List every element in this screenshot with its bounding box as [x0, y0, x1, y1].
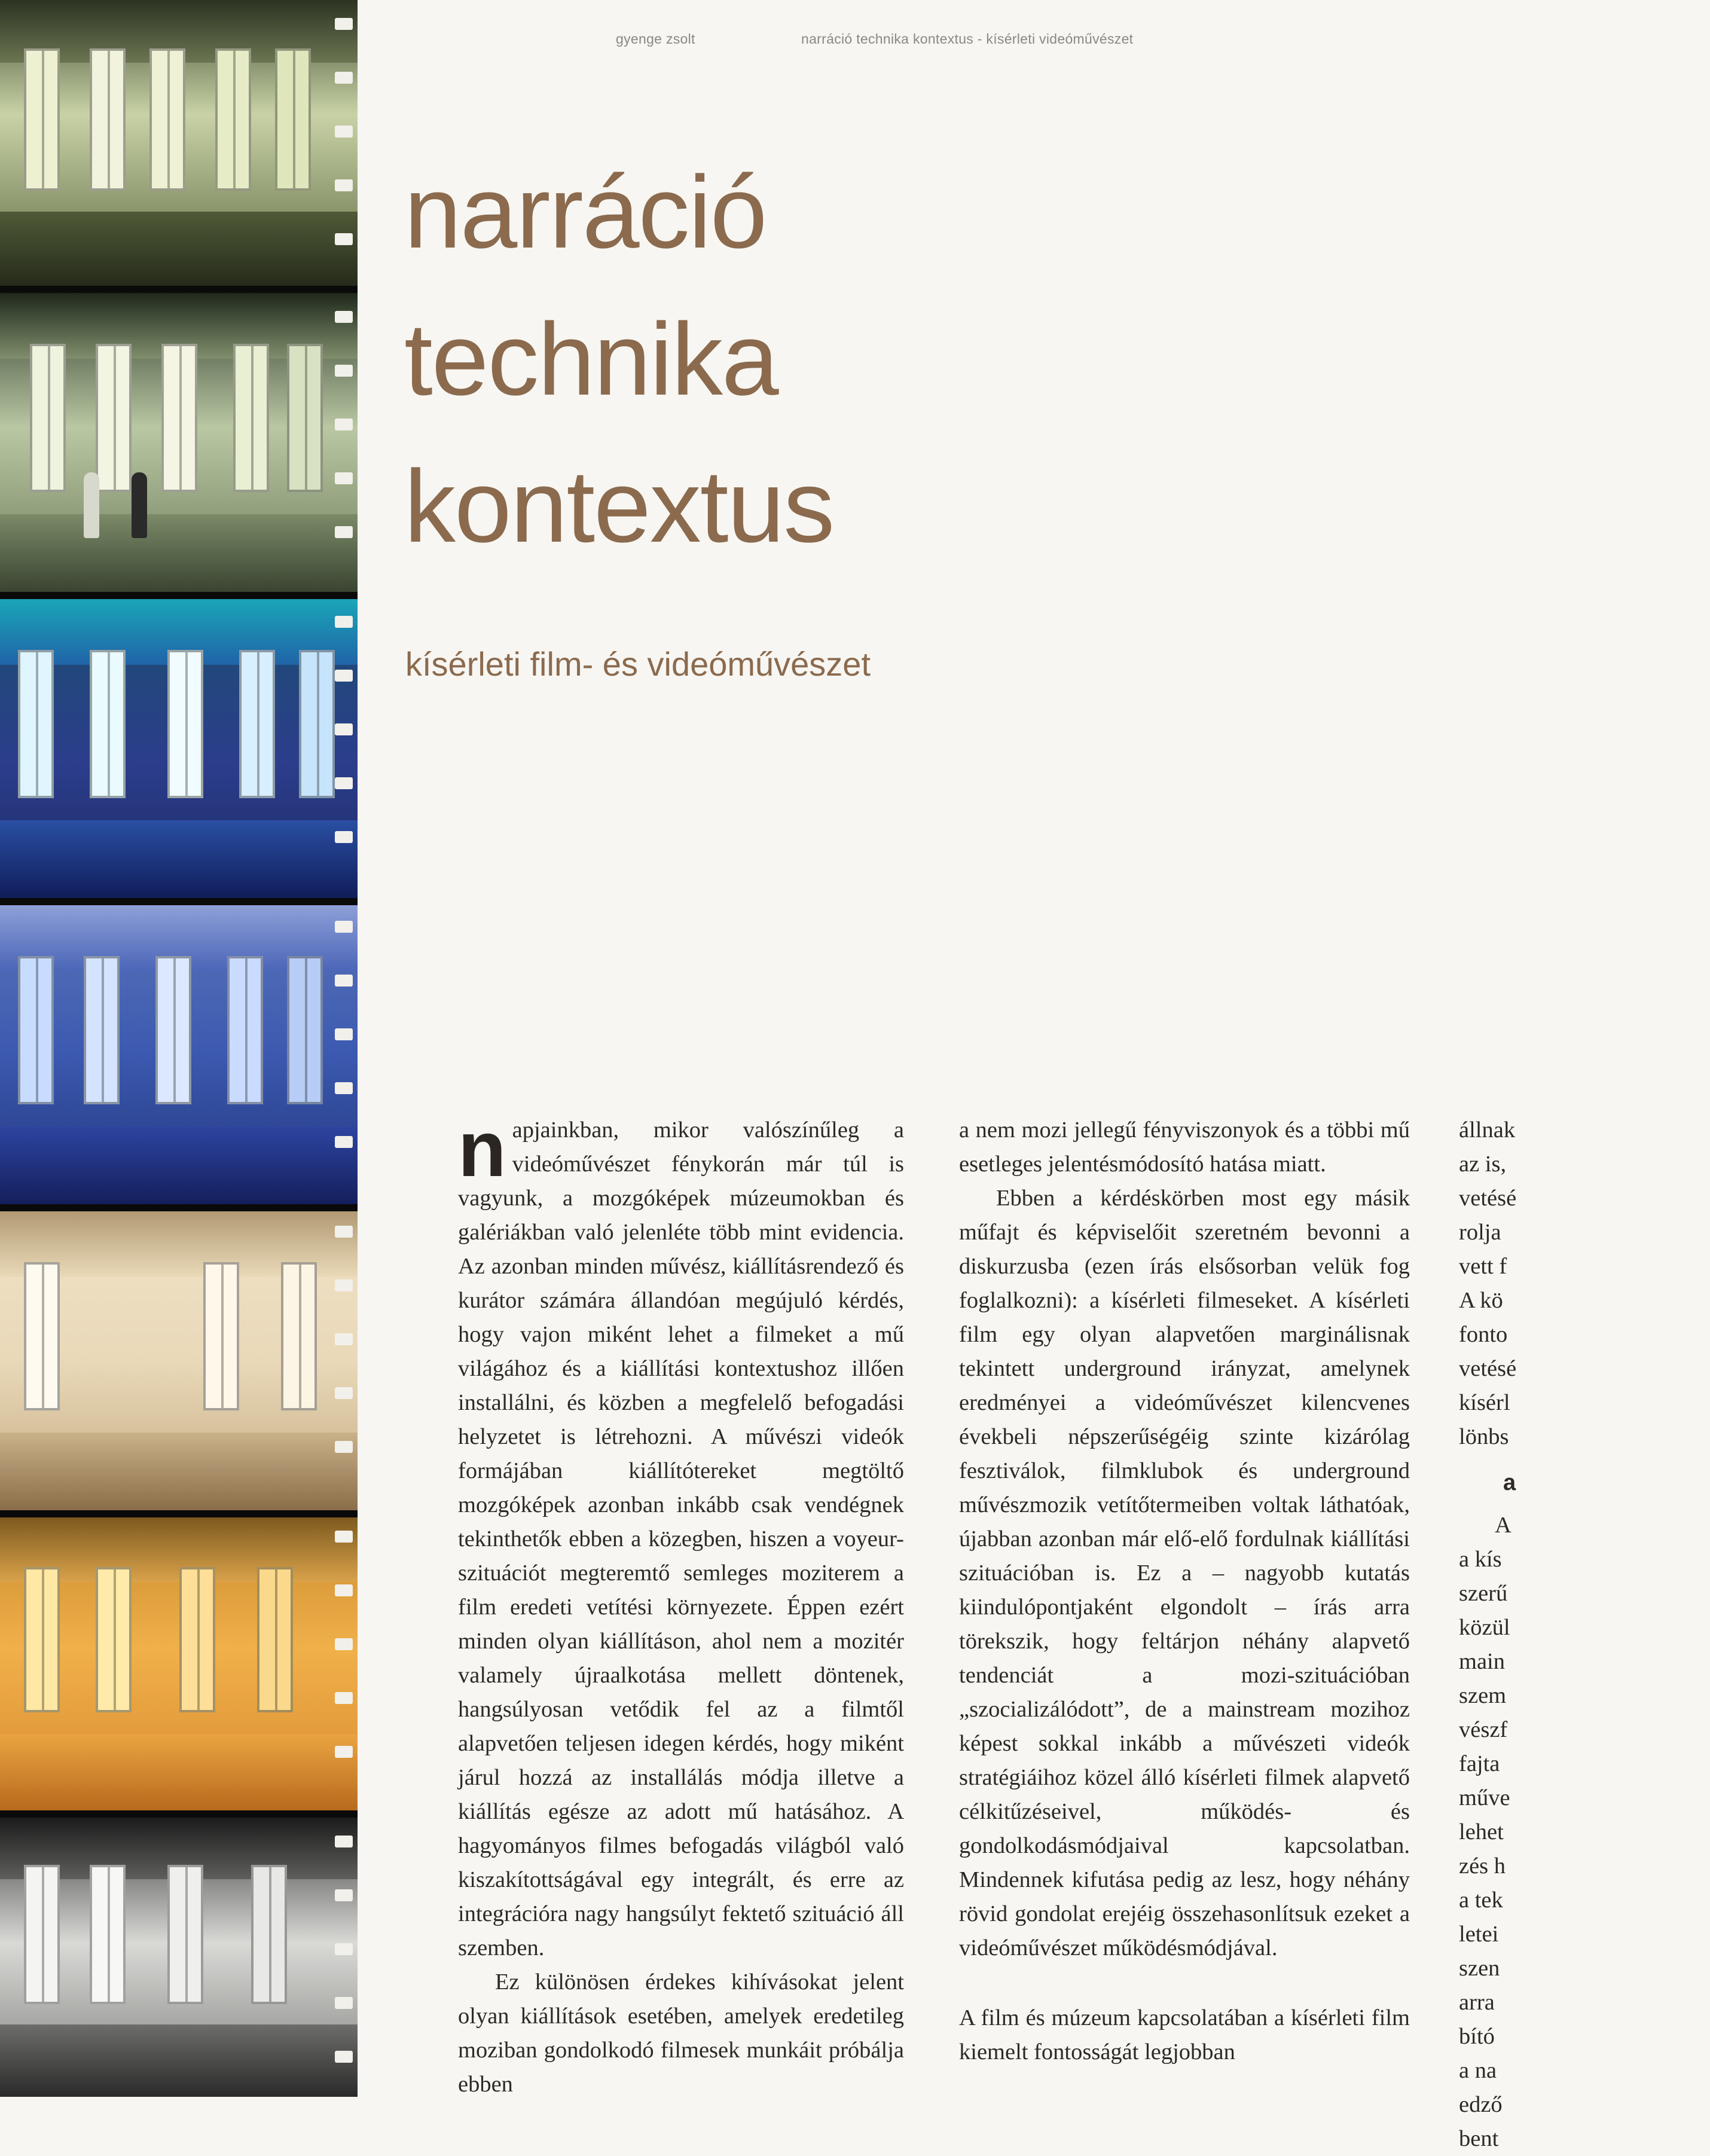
header-running-title: narráció technika kontextus - kísérleti videóművészet	[801, 31, 1134, 47]
title-line-3: kontextus	[404, 449, 834, 564]
col3-line: lehet	[1459, 1819, 1504, 1844]
film-frame-3	[0, 599, 358, 898]
col3-line: kísérl	[1459, 1390, 1510, 1415]
header-author: gyenge zsolt	[616, 31, 695, 47]
film-frame-1	[0, 0, 358, 286]
col3-line: vetésé	[1459, 1356, 1517, 1381]
col3-line: rolja	[1459, 1220, 1501, 1245]
col3-line: az is,	[1459, 1152, 1507, 1177]
col3-subhead: a	[1503, 1470, 1516, 1495]
col3-line: fajta	[1459, 1751, 1500, 1776]
col3-line: közül	[1459, 1615, 1510, 1640]
col3-line: vészf	[1459, 1717, 1508, 1742]
col3-line: edző	[1459, 2092, 1503, 2117]
col3-line: A	[1495, 1513, 1511, 1538]
article-title	[404, 139, 833, 580]
film-frame-4	[0, 905, 358, 1204]
drop-cap: n	[458, 1105, 506, 1193]
person-figure	[132, 472, 147, 538]
paragraph: Ez különösen érdekes kihívásokat jelent olyan kiállítások esetében, amelyek eredetileg moziban gondolkodó filmesek munkáit próbálja ebben	[458, 1969, 904, 2097]
body-column-1	[458, 1105, 904, 2102]
film-frame-6	[0, 1517, 358, 1810]
col3-line: vett f	[1459, 1254, 1507, 1279]
running-head	[616, 31, 1134, 47]
col3-line: vetésé	[1459, 1186, 1517, 1211]
title-line-1: narráció	[404, 155, 767, 270]
col3-line: bent	[1459, 2126, 1499, 2151]
film-frame-5	[0, 1211, 358, 1510]
col3-line: állnak	[1459, 1117, 1516, 1143]
col3-line: műve	[1459, 1785, 1510, 1810]
col3-line: szerű	[1459, 1581, 1508, 1606]
film-frame-7	[0, 1818, 358, 2097]
col3-line: letei	[1459, 1922, 1499, 1947]
body-column-3-cropped	[1459, 1113, 1525, 2151]
paragraph: napjainkban, mikor valószínűleg a videóművészet fénykorán már túl is vagyunk, a mozgóképek múzeumokban és galériákban való jelenléte több mint evidencia. Az azonban minden művész, kiállításrendező és kurátor számára állandóan megújuló kérdés, hogy vajon miként lehet a filmeket a mű világához és a kiállítási kontextushoz illően installálni, és közben a megfelelő befogadási helyzetet is létrehozni. A művészi videók formájában kiállítótereket megtöltő mozgóképek azonban inkább csak vendégnek tekinthetők ebben a közegben, hiszen a voyeur-szituációt megteremtő semleges moziterem a film eredeti vetítési környezete. Éppen ezért minden olyan kiállításon, ahol nem a mozitér valamely újraalkotása mellett döntenek, hangsúlyosan vetődik fel az a filmtől alapvetően teljesen idegen kérdés, hogy miként járul hozzá az installálás módja illetve a kiállítás egésze az adott mű hatásához. A hagyományos filmes befogadás világból való kiszakítottságával egy integrált, és erre az integrációra nagy hangsúlyt fektető szituáció áll szemben.	[458, 1105, 904, 1960]
col3-line: zés h	[1459, 1853, 1506, 1879]
col3-line: A kö	[1459, 1288, 1503, 1313]
article-subtitle: kísérleti film- és videóművészet	[405, 645, 871, 683]
col3-line: arra	[1459, 1990, 1495, 2015]
film-frame-2	[0, 293, 358, 592]
col3-line: a tek	[1459, 1888, 1503, 1913]
person-figure	[84, 472, 99, 538]
col3-line: fonto	[1459, 1322, 1508, 1347]
paragraph: a nem mozi jellegű fényviszonyok és a többi mű esetleges jelentésmódosító hatása miatt.	[959, 1117, 1410, 1177]
col3-line: main	[1459, 1649, 1505, 1674]
paragraph: A film és múzeum kapcsolatában a kísérleti film kiemelt fontosságát legjobban	[959, 2005, 1410, 2065]
col3-line: a na	[1459, 2058, 1497, 2083]
body-column-2	[959, 1113, 1410, 2069]
col3-line: lönbs	[1459, 1424, 1509, 1449]
title-line-2: technika	[404, 302, 778, 417]
col3-line: bító	[1459, 2024, 1495, 2049]
col3-line: a kís	[1459, 1547, 1502, 1572]
col3-line: szen	[1459, 1956, 1500, 1981]
col3-line: szem	[1459, 1683, 1507, 1708]
film-strip	[0, 0, 358, 2097]
paragraph: Ebben a kérdéskörben most egy másik műfajt és képviselőit szeretném bevonni a diskurzusba (ezen írás elsősorban velük fog foglalkozni): a kísérleti filmeseket. A kísérleti film egy olyan alapvetően marginálisnak tekintett underground irányzat, amelynek eredményei a videóművészet kilencvenes évekbeli népszerűségéig szinte kizárólag fesztiválok, filmklubok és underground művészmozik vetítőtermeiben voltak láthatóak, újabban azonban már elő-elő fordulnak kiállítási szituációban is. Ez a – nagyobb kutatás kiindulópontjaként elgondolt – írás arra törekszik, hogy feltárjon néhány alapvető tendenciát a mozi-szituációban „szocializálódott”, de a mainstream mozihoz képest sokkal inkább a művészeti videók stratégiáihoz közel álló kísérleti filmek alapvető célkitűzéseivel, működés- és gondolkodásmódjaival kapcsolatban. Mindennek kifutása pedig az lesz, hogy néhány rövid gondolat erejéig összehasonlítsuk ezeket a videóművészet működésmódjával.	[959, 1186, 1410, 1960]
